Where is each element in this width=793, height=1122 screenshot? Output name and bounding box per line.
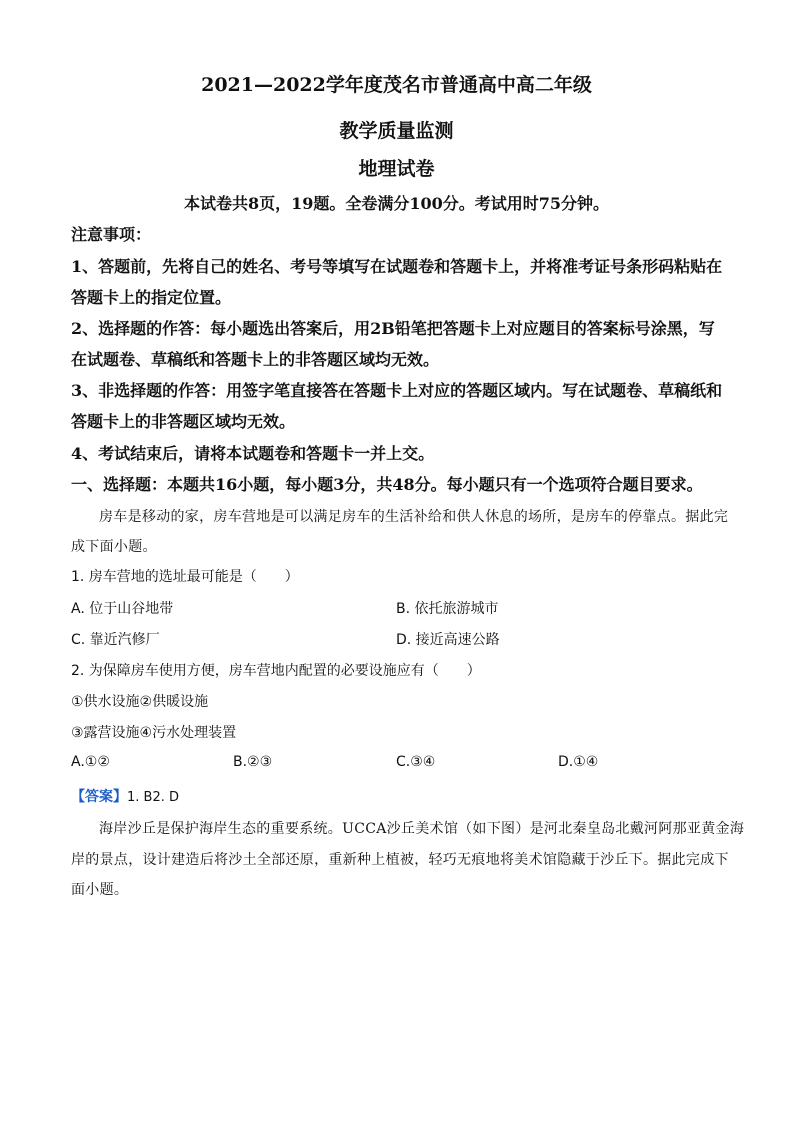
notice-item-2: 2、选择题的作答：每小题选出答案后，用2B铅笔把答题卡上对应题目的答案标号涂黑，写: [71, 319, 715, 338]
passage-line: 面小题。: [71, 882, 129, 898]
question-stem: 1. 房车营地的选址最可能是（ ）: [71, 569, 299, 585]
option-d: D.①④: [558, 754, 599, 770]
question-stem: 2. 为保障房车使用方便，房车营地内配置的必要设施应有（ ）: [71, 663, 481, 679]
option-a: A. 位于山谷地带: [71, 601, 174, 617]
section-heading: 一、选择题：本题共16小题，每小题3分，共48分。每小题只有一个选项符合题目要求。: [71, 475, 703, 494]
answer-block: [71, 786, 179, 806]
statement-line: ①供水设施②供暖设施: [71, 694, 209, 710]
notice-item-4: 4、考试结束后，请将本试题卷和答题卡一并上交。: [71, 444, 435, 463]
subject-title: 地理试卷: [358, 158, 435, 180]
option-b: B. 依托旅游城市: [396, 601, 499, 617]
notice-item-1: 1、答题前，先将自己的姓名、考号等填写在试题卷和答题卡上，并将准考证号条形码粘贴在: [71, 257, 723, 276]
notice-item-2-cont: 在试题卷、草稿纸和答题卡上的非答题区域均无效。: [71, 350, 440, 369]
notice-item-3-cont: 答题卡上的非答题区域均无效。: [71, 412, 296, 431]
exam-subtitle: 教学质量监测: [339, 120, 454, 142]
option-a: A.①②: [71, 754, 110, 770]
answer-value: 1. B2. D: [127, 790, 179, 805]
option-b: B.②③: [233, 754, 273, 770]
notice-item-3: 3、非选择题的作答：用签字笔直接答在答题卡上对应的答题区域内。写在试题卷、草稿纸和: [71, 381, 723, 400]
passage-line: 成下面小题。: [71, 539, 157, 555]
exam-info: 本试卷共8页，19题。全卷满分100分。考试用时75分钟。: [183, 194, 610, 213]
passage-line: 房车是移动的家，房车营地是可以满足房车的生活补给和供人休息的场所，是房车的停靠点。据此完: [99, 509, 729, 525]
answer-tag: 【答案】: [71, 789, 127, 805]
notice-heading: 注意事项：: [71, 225, 152, 244]
passage-line: 海岸沙丘是保护海岸生态的重要系统。UCCA沙丘美术馆（如下图）是河北秦皇岛北戴河阿那亚黄金海: [99, 821, 745, 837]
option-c: C. 靠近汽修厂: [71, 632, 160, 648]
statement-line: ③露营设施④污水处理装置: [71, 725, 237, 741]
exam-title: 2021—2022学年度茂名市普通高中高二年级: [201, 74, 592, 96]
notice-item-1-cont: 答题卡上的指定位置。: [71, 288, 232, 307]
option-d: D. 接近高速公路: [396, 632, 500, 648]
option-c: C.③④: [396, 754, 436, 770]
passage-line: 岸的景点，设计建造后将沙土全部还原，重新种上植被，轻巧无痕地将美术馆隐藏于沙丘下。据此完成下: [71, 852, 729, 868]
